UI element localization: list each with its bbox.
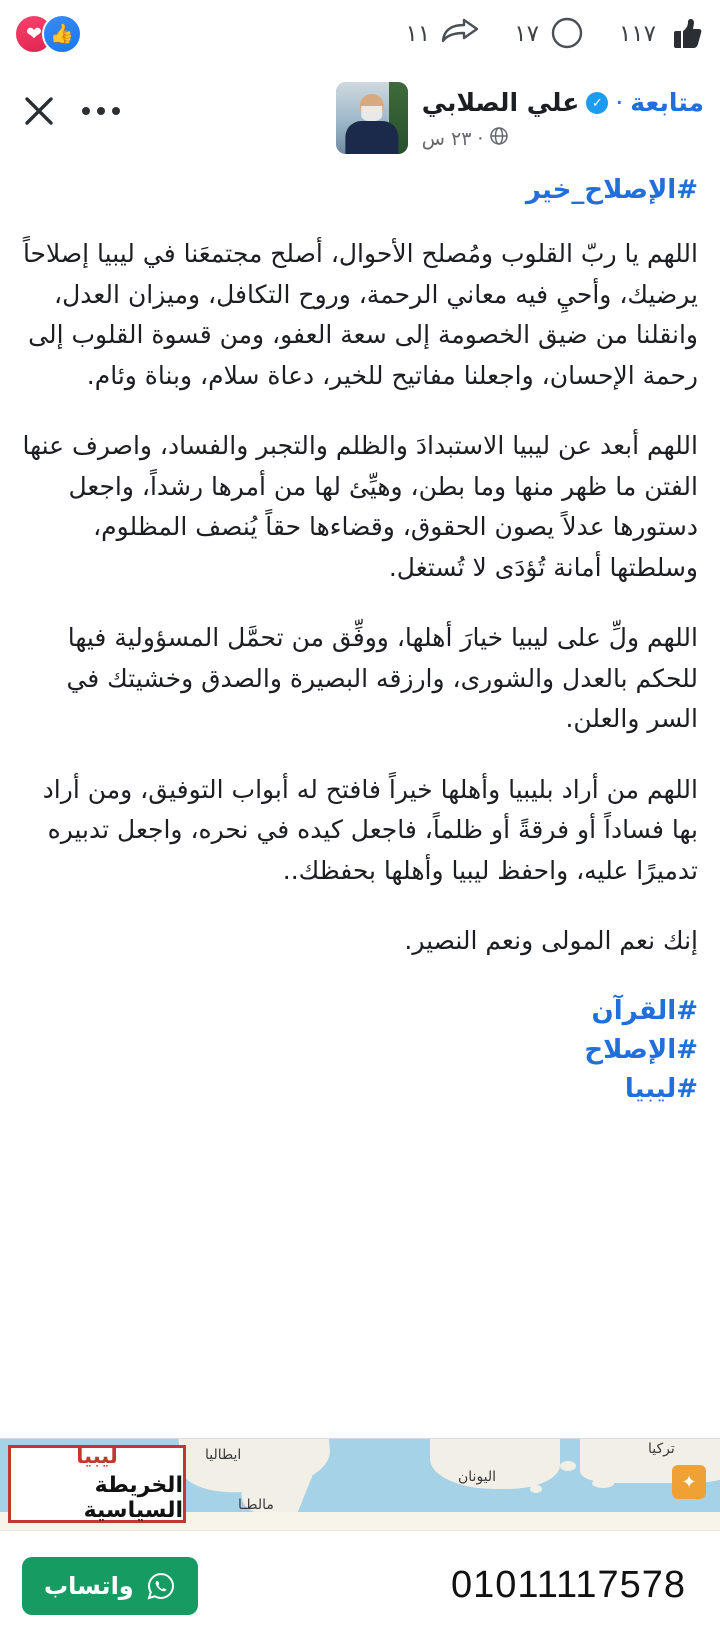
post-body — [0, 164, 720, 1438]
reaction-summary[interactable] — [14, 14, 82, 54]
follow-button[interactable]: متابعة — [630, 88, 704, 117]
action-group — [406, 16, 703, 52]
whatsapp-icon — [146, 1571, 176, 1601]
map-label-turkey: تركيا — [648, 1441, 675, 1457]
author-header — [336, 76, 704, 154]
compass-icon: ✦ — [672, 1465, 706, 1499]
share-icon — [440, 17, 480, 51]
post-hashtags — [22, 992, 698, 1109]
hashtag-quran[interactable]: #القرآن — [591, 995, 698, 1026]
verified-badge-icon: ✓ — [586, 92, 608, 114]
whatsapp-label: واتساب — [44, 1571, 134, 1600]
meta-separator: · — [477, 127, 484, 150]
comment-count: ١٧ — [514, 21, 539, 47]
love-reaction-icon: ❤ — [14, 14, 54, 54]
map-island — [530, 1485, 542, 1493]
like-reaction-icon: 👍 — [42, 14, 82, 54]
map-card-subtitle: الخريطة السياسية — [83, 1472, 183, 1523]
more-options-icon[interactable] — [82, 107, 120, 115]
map-card-title: ليبيا — [76, 1444, 118, 1469]
hashtag-islah[interactable]: #الإصلاح — [584, 1034, 698, 1065]
map-title-card — [8, 1445, 186, 1523]
engagement-bar — [0, 0, 720, 68]
map-island — [592, 1479, 614, 1488]
map-label-malta: مالطـا — [238, 1497, 274, 1513]
map-island — [615, 1455, 629, 1463]
phone-number[interactable]: 01011117578 — [450, 1564, 686, 1606]
avatar[interactable] — [336, 82, 408, 154]
close-icon[interactable] — [22, 94, 56, 128]
map-preview[interactable] — [0, 1438, 720, 1530]
map-island — [560, 1461, 576, 1471]
post-top-hashtag[interactable]: #الإصلاح_خير — [525, 175, 698, 205]
whatsapp-button[interactable] — [22, 1557, 198, 1615]
like-count: ١١٧ — [618, 21, 656, 47]
comment-icon — [549, 16, 585, 52]
post-meta — [422, 126, 704, 151]
author-block — [422, 82, 704, 151]
author-line — [422, 88, 704, 118]
post-header — [0, 68, 720, 164]
post-paragraph: اللهم أبعد عن ليبيا الاستبدادَ والظلم والتجبر والفساد، واصرف عنها الفتن ما ظهر منها وما بطن، وهيِّئ لها من أمرها رشداً، واجعل دستورها عدلاً يصون الحقوق، وقضاءها حقاً يُنصف المظلوم، وسلطتها أمانة تُؤدَى لا تُستغل. — [14, 431, 698, 582]
post-timestamp: ٢٣ س — [421, 127, 472, 150]
post-paragraph: اللهم من أراد بليبيا وأهلها خيراً فافتح له أبواب التوفيق، ومن أراد بها فساداً أو فرقةً أو ظلماً، فاجعل كيده في نحره، واجعل تدبيره تدميرًا عليه، واحفظ ليبيا وأهلها بحفظك.. — [34, 774, 698, 885]
header-separator: · — [615, 88, 624, 117]
post-paragraph: اللهم ولِّ على ليبيا خيارَ أهلها، ووفِّق من تحمَّل المسؤولية فيها للحكم بالعدل والشورى، وارزقه البصيرة والصدق وخشيتك في السر والعلن. — [58, 623, 698, 734]
bottom-contact-bar — [0, 1530, 720, 1640]
comment-action[interactable] — [514, 16, 585, 52]
privacy-globe-icon — [489, 126, 509, 151]
like-action[interactable] — [619, 16, 702, 52]
map-label-greece: اليونان — [458, 1469, 497, 1485]
hashtag-libya[interactable]: #ليبيا — [624, 1073, 698, 1104]
share-count: ١١ — [405, 21, 431, 47]
thumbs-up-icon — [666, 16, 702, 52]
author-name[interactable]: علي الصلابي — [421, 88, 580, 117]
post-paragraph: اللهم يا ربّ القلوب ومُصلح الأحوال، أصلح مجتمعَنا في ليبيا إصلاحاً يرضيك، وأحيِ فيه معاني الرحمة، وروح التكافل، وميزان العدل، وانقلنا من ضيق الخصومة إلى سعة العفو، ومن قسوة القلوب إلى رحمة الإحسان، واجعلنا مفاتيح للخير، دعاة سلام، وبناة وئام. — [14, 239, 698, 390]
post-paragraph: إنك نعم المولى ونعم النصير. — [404, 926, 698, 956]
share-action[interactable] — [406, 17, 481, 51]
map-label-italy: ايطاليا — [205, 1447, 242, 1463]
header-controls — [22, 76, 120, 128]
